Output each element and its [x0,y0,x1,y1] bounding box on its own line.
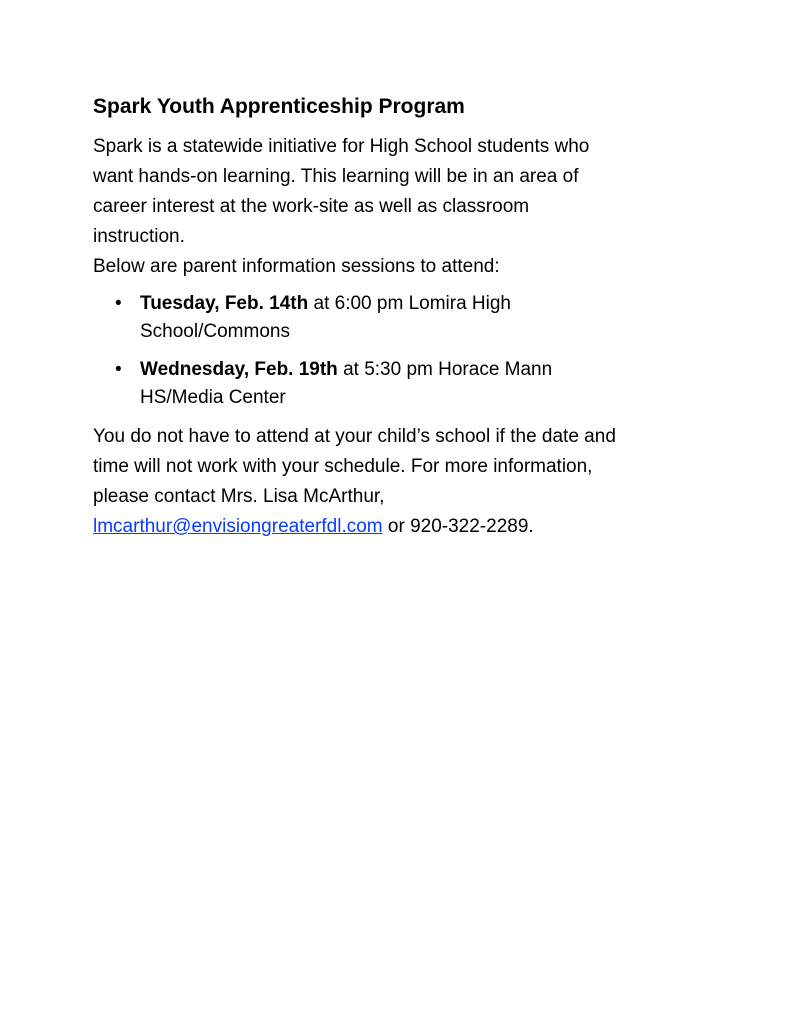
session-item [93,356,580,412]
session-details: at 6:00 pm Lomira High School/Commons [140,293,511,342]
document-body [93,92,703,542]
session-list [93,290,703,412]
email-link[interactable]: lmcarthur@envisiongreaterfdl.com [93,516,383,537]
closing-line: please contact Mrs. Lisa McArthur, [93,486,385,507]
session-date: Tuesday, Feb. 14th [140,293,309,314]
phone-text: or 920-322-2289. [382,516,534,537]
closing-line: time will not work with your schedule. For more information, [93,456,593,477]
session-date: Wednesday, Feb. 19th [140,359,338,380]
intro-line: Below are parent information sessions to attend: [93,256,500,277]
intro-paragraph [93,132,703,282]
intro-line: instruction. [93,226,185,247]
intro-line: want hands-on learning. This learning will be in an area of [93,166,579,187]
intro-line: career interest at the work-site as well as classroom [93,196,530,217]
bullet-icon: • [115,293,122,314]
bullet-icon: • [115,359,122,380]
session-item [93,290,580,346]
intro-line: Spark is a statewide initiative for High School students who [93,136,590,157]
document-title: Spark Youth Apprenticeship Program [93,95,465,118]
session-details: at 5:30 pm Horace Mann HS/Media Center [140,359,553,408]
closing-paragraph [93,422,703,542]
closing-line: You do not have to attend at your child’s school if the date and [93,426,616,447]
